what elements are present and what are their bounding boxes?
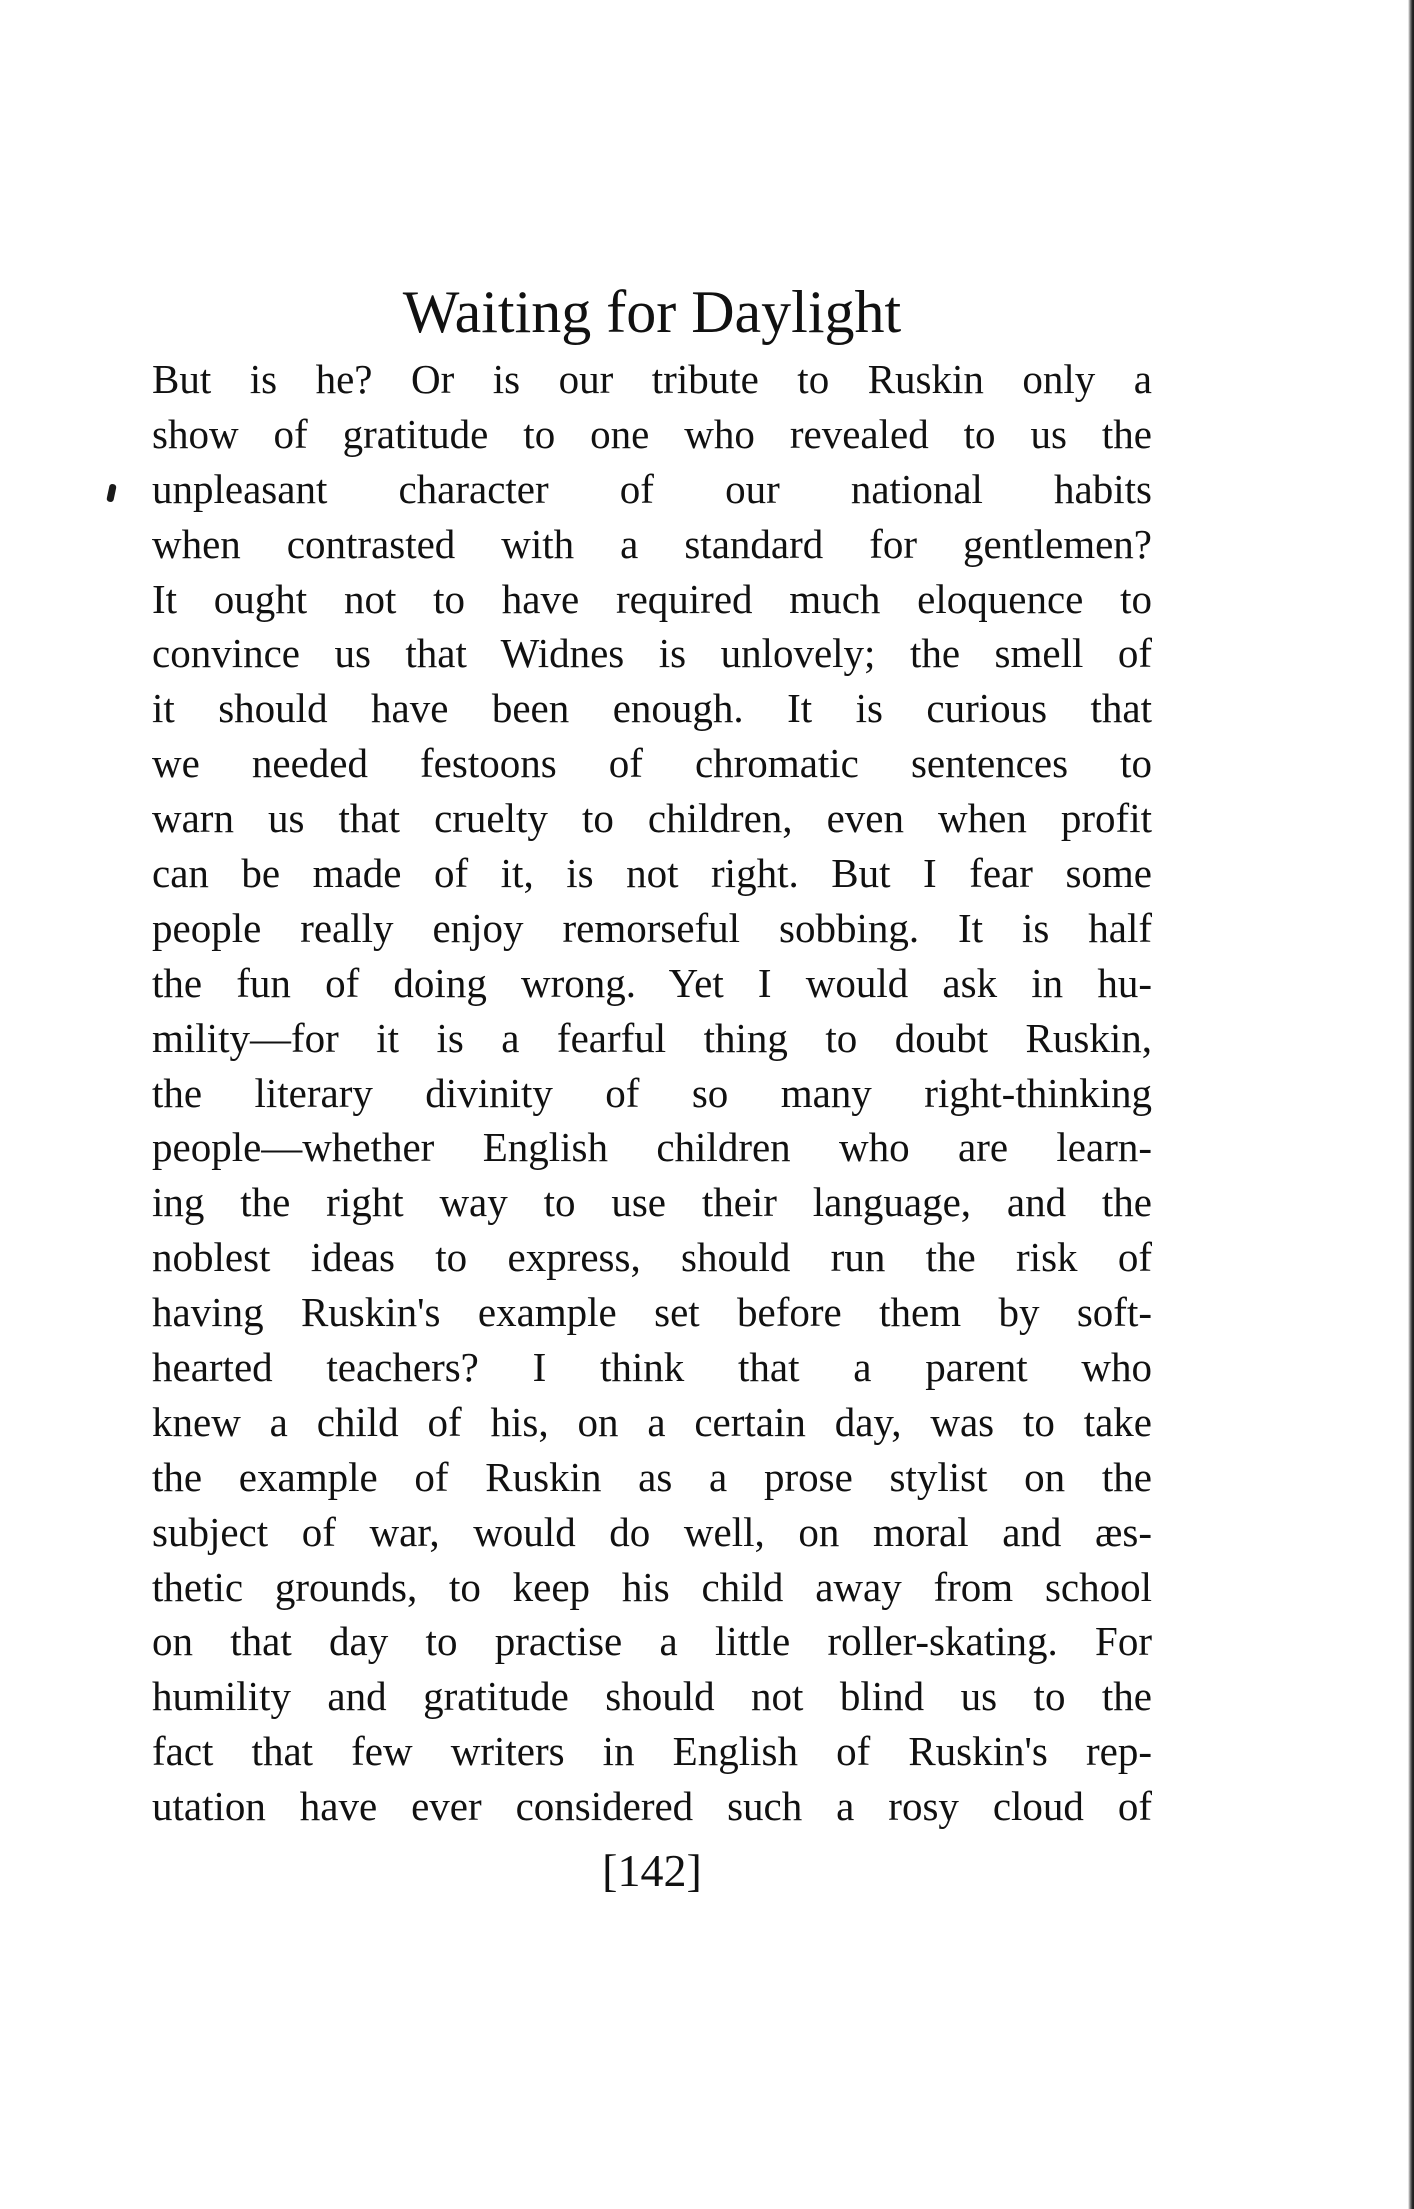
- text-line: mility—for it is a fearful thing to doubt Ruskin,: [152, 1014, 1152, 1061]
- text-line: people—whether English children who are learn-: [152, 1124, 1152, 1171]
- body-text: [152, 352, 1152, 1834]
- text-line: humility and gratitude should not blind us to the: [152, 1673, 1152, 1720]
- text-line: having Ruskin's example set before them by soft-: [152, 1289, 1152, 1336]
- text-line: subject of war, would do well, on moral and æs-: [152, 1508, 1152, 1555]
- text-line: ing the right way to use their language, and the: [152, 1179, 1152, 1226]
- text-line: warn us that cruelty to children, even when profit: [152, 795, 1152, 842]
- text-line: It ought not to have required much eloquence to: [152, 575, 1152, 622]
- text-line: the example of Ruskin as a prose stylist on the: [152, 1453, 1152, 1500]
- text-line: utation have ever considered such a rosy cloud of: [152, 1783, 1152, 1830]
- text-line: But is he? Or is our tribute to Ruskin only a: [152, 356, 1152, 402]
- running-head: Waiting for Daylight: [402, 279, 902, 345]
- text-line: show of gratitude to one who revealed to us the: [152, 410, 1152, 457]
- text-line: it should have been enough. It is curious that: [152, 685, 1152, 732]
- text-line: convince us that Widnes is unlovely; the smell of: [152, 630, 1152, 677]
- text-line: knew a child of his, on a certain day, was to take: [152, 1398, 1152, 1445]
- text-line: the fun of doing wrong. Yet I would ask in hu-: [152, 959, 1152, 1006]
- text-line: fact that few writers in English of Ruskin's rep-: [152, 1728, 1152, 1775]
- text-line: can be made of it, is not right. But I fear some: [152, 850, 1152, 897]
- text-line: on that day to practise a little roller-skating. For: [152, 1618, 1152, 1665]
- margin-ink-mark: [106, 483, 117, 502]
- text-line: thetic grounds, to keep his child away from school: [152, 1563, 1152, 1610]
- page-number: [142]: [602, 1845, 702, 1896]
- text-line: noblest ideas to express, should run the risk of: [152, 1234, 1152, 1281]
- text-line: people really enjoy remorseful sobbing. It is half: [152, 904, 1152, 951]
- page-edge-shadow: [1408, 0, 1414, 2209]
- text-line: when contrasted with a standard for gentlemen?: [152, 520, 1152, 567]
- text-line: hearted teachers? I think that a parent who: [152, 1344, 1152, 1391]
- text-line: we needed festoons of chromatic sentences to: [152, 740, 1152, 787]
- text-line: the literary divinity of so many right-thinking: [152, 1069, 1152, 1116]
- text-line: unpleasant character of our national habits: [152, 465, 1152, 512]
